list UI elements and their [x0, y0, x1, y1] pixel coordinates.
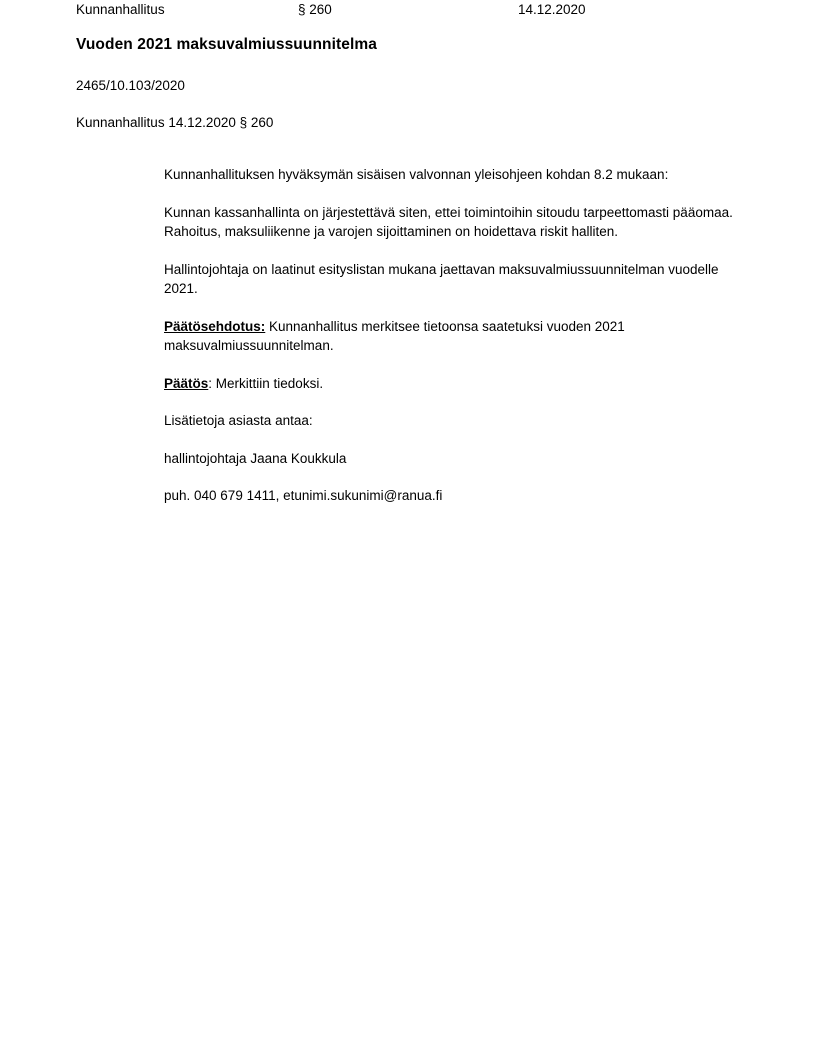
header-section-number: § 260: [298, 2, 332, 17]
contact-details: puh. 040 679 1411, etunimi.sukunimi@ranua.fi: [164, 488, 443, 503]
decision-proposal-text: Kunnanhallitus merkitsee tietoonsa saatetuksi vuoden 2021 maksuvalmiussuunnitelman.: [164, 318, 625, 353]
decision-proposal-label: Päätösehdotus:: [164, 318, 266, 334]
contact-intro: Lisätietoja asiasta antaa:: [164, 413, 313, 428]
decision-text: : Merkittiin tiedoksi.: [208, 375, 324, 391]
body-paragraph-3: Hallintojohtaja on laatinut esityslistan mukana jaettavan maksuvalmiussuunnitelman vuodelle 2021.: [164, 261, 719, 296]
document-body: [164, 165, 740, 524]
document-reference-number: 2465/10.103/2020: [76, 78, 185, 93]
contact-name: hallintojohtaja Jaana Koukkula: [164, 450, 347, 466]
decision-label: Päätös: [164, 375, 209, 391]
page-title: Vuoden 2021 maksuvalmiussuunnitelma: [76, 36, 377, 53]
document-header: [76, 0, 740, 20]
document-meta-line: Kunnanhallitus 14.12.2020 § 260: [76, 115, 274, 130]
decision-proposal-paragraph: [164, 317, 740, 356]
contact-block: [164, 411, 740, 506]
body-paragraph-1: Kunnanhallituksen hyväksymän sisäisen valvonnan yleisohjeen kohdan 8.2 mukaan:: [164, 167, 669, 182]
decision-paragraph: [164, 374, 740, 394]
body-paragraph-2: Kunnan kassanhallinta on järjestettävä siten, ettei toimintoihin sitoudu tarpeettomasti pääomaa. Rahoitus, maksuliikenne ja varojen sijoittaminen on hoidettava riskit halliten.: [164, 204, 733, 239]
header-organ: Kunnanhallitus: [76, 2, 165, 17]
header-date: 14.12.2020: [518, 2, 586, 17]
